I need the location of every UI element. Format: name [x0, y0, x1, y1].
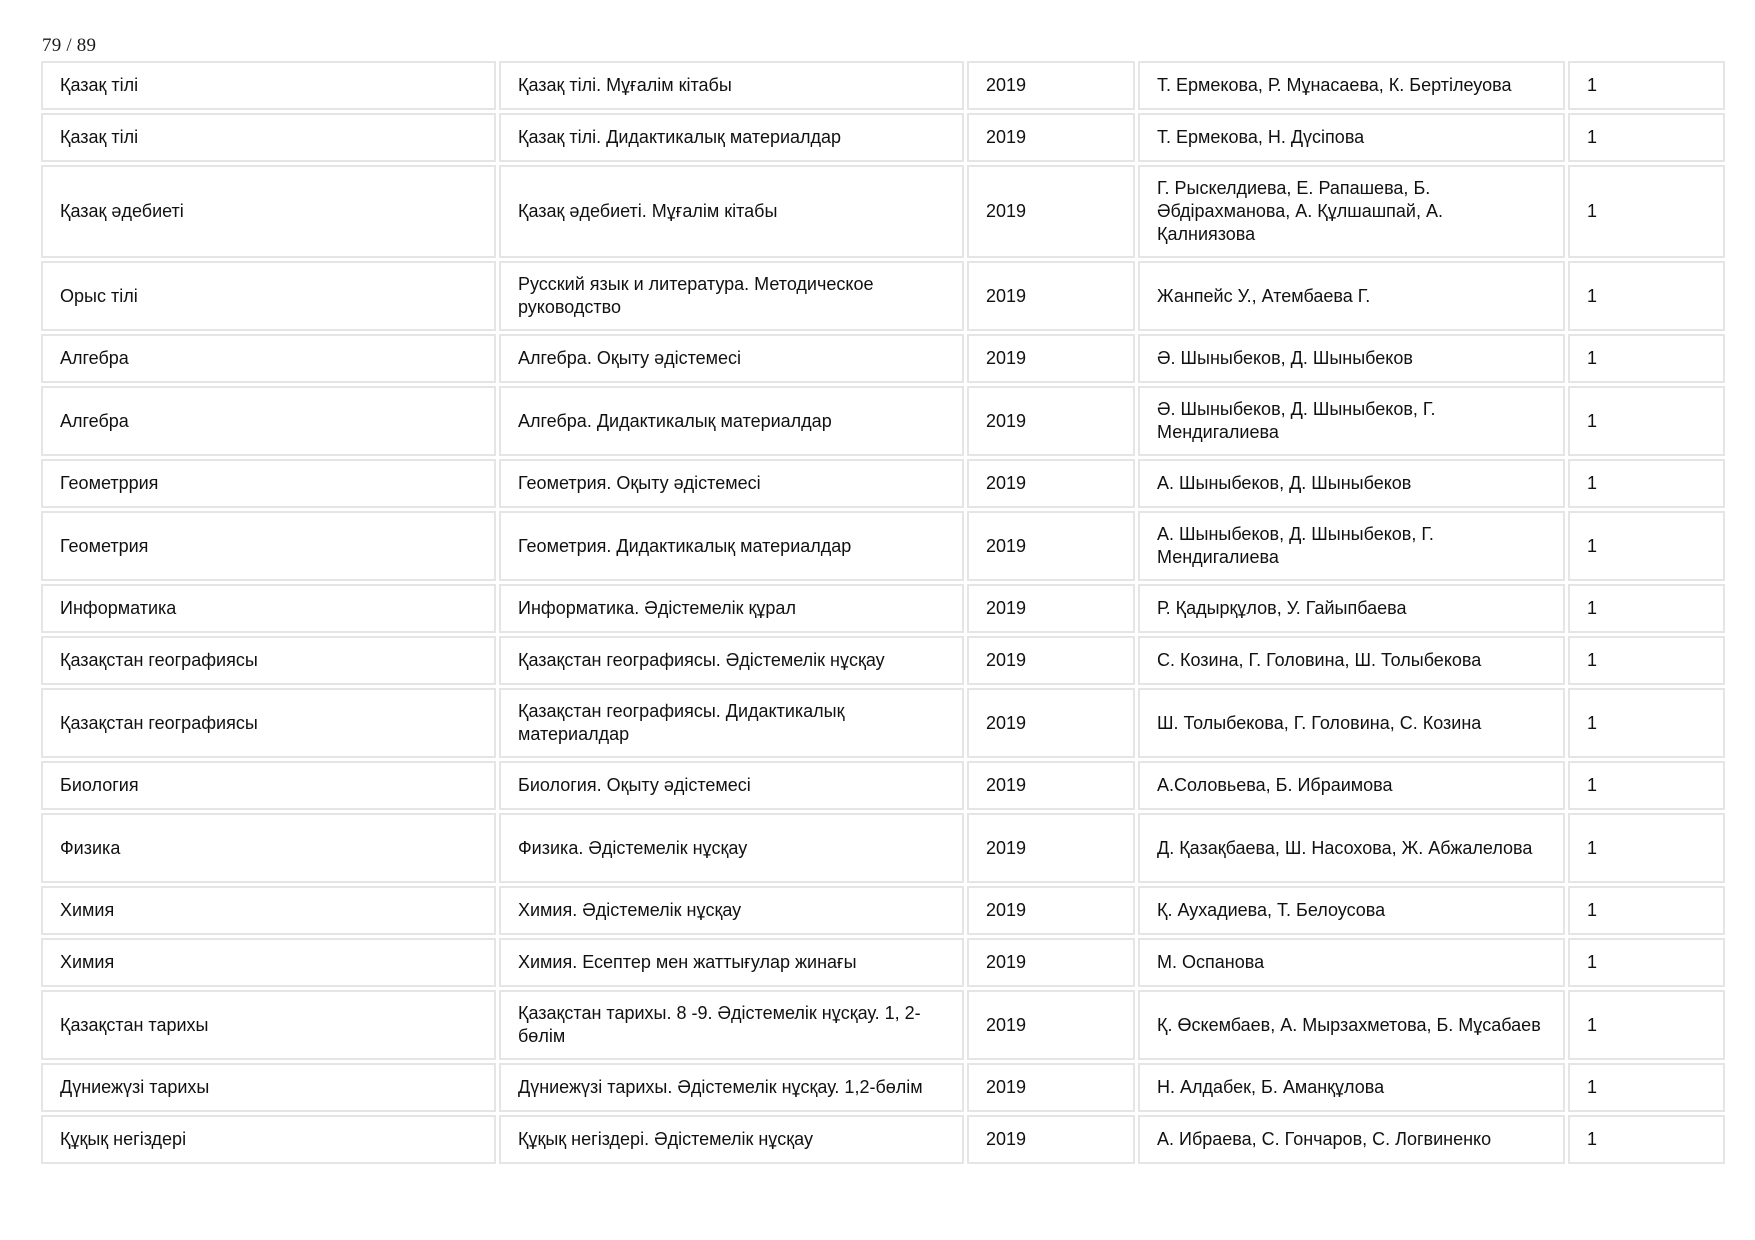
table-row	[41, 511, 1725, 581]
authors-cell: Қ. Аухадиева, Т. Белоусова	[1138, 886, 1565, 935]
title-cell: Геометрия. Оқыту әдістемесі	[499, 459, 964, 508]
year-cell: 2019	[967, 636, 1135, 685]
table-row	[41, 459, 1725, 508]
table-row	[41, 813, 1725, 883]
authors-cell: Г. Рыскелдиева, Е. Рапашева, Б. Әбдірахманова, А. Құлшашпай, А. Қалниязова	[1138, 165, 1565, 258]
year-cell: 2019	[967, 334, 1135, 383]
table-body	[41, 61, 1725, 1164]
subject-cell: Химия	[41, 938, 496, 987]
quantity-cell: 1	[1568, 990, 1725, 1060]
authors-cell: Т. Ермекова, Н. Дүсіпова	[1138, 113, 1565, 162]
year-cell: 2019	[967, 386, 1135, 456]
title-cell: Физика. Әдістемелік нұсқау	[499, 813, 964, 883]
year-cell: 2019	[967, 813, 1135, 883]
year-cell: 2019	[967, 688, 1135, 758]
authors-cell: С. Козина, Г. Головина, Ш. Толыбекова	[1138, 636, 1565, 685]
subject-cell: Дүниежүзі тарихы	[41, 1063, 496, 1112]
title-cell: Қазақстан географиясы. Әдістемелік нұсқау	[499, 636, 964, 685]
year-cell: 2019	[967, 61, 1135, 110]
title-cell: Алгебра. Оқыту әдістемесі	[499, 334, 964, 383]
subject-cell: Қазақ тілі	[41, 61, 496, 110]
authors-cell: А. Ибраева, С. Гончаров, С. Логвиненко	[1138, 1115, 1565, 1164]
table-row	[41, 261, 1725, 331]
title-cell: Биология. Оқыту әдістемесі	[499, 761, 964, 810]
year-cell: 2019	[967, 459, 1135, 508]
quantity-cell: 1	[1568, 886, 1725, 935]
quantity-cell: 1	[1568, 1063, 1725, 1112]
table-row	[41, 688, 1725, 758]
quantity-cell: 1	[1568, 636, 1725, 685]
year-cell: 2019	[967, 261, 1135, 331]
subject-cell: Информатика	[41, 584, 496, 633]
textbook-table	[38, 58, 1728, 1167]
subject-cell: Құқық негіздері	[41, 1115, 496, 1164]
authors-cell: Қ. Өскембаев, А. Мырзахметова, Б. Мұсабаев	[1138, 990, 1565, 1060]
title-cell: Алгебра. Дидактикалық материалдар	[499, 386, 964, 456]
title-cell: Химия. Есептер мен жаттығулар жинағы	[499, 938, 964, 987]
year-cell: 2019	[967, 511, 1135, 581]
subject-cell: Қазақстан тарихы	[41, 990, 496, 1060]
title-cell: Русский язык и литература. Методическое руководство	[499, 261, 964, 331]
subject-cell: Қазақ әдебиеті	[41, 165, 496, 258]
table-row	[41, 165, 1725, 258]
table-row	[41, 886, 1725, 935]
page-number: 79 / 89	[42, 35, 97, 56]
table-row	[41, 938, 1725, 987]
year-cell: 2019	[967, 165, 1135, 258]
subject-cell: Қазақстан географиясы	[41, 688, 496, 758]
title-cell: Информатика. Әдістемелік құрал	[499, 584, 964, 633]
table-row	[41, 761, 1725, 810]
quantity-cell: 1	[1568, 334, 1725, 383]
authors-cell: А.Соловьева, Б. Ибраимова	[1138, 761, 1565, 810]
quantity-cell: 1	[1568, 511, 1725, 581]
year-cell: 2019	[967, 761, 1135, 810]
title-cell: Химия. Әдістемелік нұсқау	[499, 886, 964, 935]
title-cell: Дүниежүзі тарихы. Әдістемелік нұсқау. 1,2-бөлім	[499, 1063, 964, 1112]
authors-cell: Д. Қазақбаева, Ш. Насохова, Ж. Абжалелова	[1138, 813, 1565, 883]
authors-cell: Ш. Толыбекова, Г. Головина, С. Козина	[1138, 688, 1565, 758]
quantity-cell: 1	[1568, 459, 1725, 508]
table-row	[41, 113, 1725, 162]
quantity-cell: 1	[1568, 761, 1725, 810]
table-row	[41, 334, 1725, 383]
table-row	[41, 61, 1725, 110]
authors-cell: Т. Ермекова, Р. Мұнасаева, К. Бертілеуова	[1138, 61, 1565, 110]
year-cell: 2019	[967, 113, 1135, 162]
table-row	[41, 636, 1725, 685]
authors-cell: Р. Қадырқұлов, У. Гайыпбаева	[1138, 584, 1565, 633]
title-cell: Геометрия. Дидактикалық материалдар	[499, 511, 964, 581]
authors-cell: Ә. Шыныбеков, Д. Шыныбеков, Г. Мендигалиева	[1138, 386, 1565, 456]
table-row	[41, 990, 1725, 1060]
title-cell: Қазақ тілі. Дидактикалық материалдар	[499, 113, 964, 162]
year-cell: 2019	[967, 886, 1135, 935]
authors-cell: Жанпейс У., Атембаева Г.	[1138, 261, 1565, 331]
quantity-cell: 1	[1568, 165, 1725, 258]
subject-cell: Орыс тілі	[41, 261, 496, 331]
quantity-cell: 1	[1568, 938, 1725, 987]
quantity-cell: 1	[1568, 813, 1725, 883]
year-cell: 2019	[967, 584, 1135, 633]
subject-cell: Қазақстан географиясы	[41, 636, 496, 685]
authors-cell: А. Шыныбеков, Д. Шыныбеков	[1138, 459, 1565, 508]
subject-cell: Биология	[41, 761, 496, 810]
year-cell: 2019	[967, 990, 1135, 1060]
quantity-cell: 1	[1568, 386, 1725, 456]
subject-cell: Алгебра	[41, 386, 496, 456]
authors-cell: Ә. Шыныбеков, Д. Шыныбеков	[1138, 334, 1565, 383]
authors-cell: Н. Алдабек, Б. Аманқұлова	[1138, 1063, 1565, 1112]
table-row	[41, 1115, 1725, 1164]
subject-cell: Геометрия	[41, 511, 496, 581]
table-row	[41, 1063, 1725, 1112]
title-cell: Қазақ әдебиеті. Мұғалім кітабы	[499, 165, 964, 258]
subject-cell: Алгебра	[41, 334, 496, 383]
year-cell: 2019	[967, 938, 1135, 987]
quantity-cell: 1	[1568, 1115, 1725, 1164]
year-cell: 2019	[967, 1063, 1135, 1112]
quantity-cell: 1	[1568, 113, 1725, 162]
table-row	[41, 386, 1725, 456]
quantity-cell: 1	[1568, 584, 1725, 633]
authors-cell: М. Оспанова	[1138, 938, 1565, 987]
subject-cell: Қазақ тілі	[41, 113, 496, 162]
table-row	[41, 584, 1725, 633]
subject-cell: Геометррия	[41, 459, 496, 508]
title-cell: Қазақ тілі. Мұғалім кітабы	[499, 61, 964, 110]
title-cell: Құқық негіздері. Әдістемелік нұсқау	[499, 1115, 964, 1164]
subject-cell: Химия	[41, 886, 496, 935]
quantity-cell: 1	[1568, 688, 1725, 758]
authors-cell: А. Шыныбеков, Д. Шыныбеков, Г. Мендигалиева	[1138, 511, 1565, 581]
quantity-cell: 1	[1568, 261, 1725, 331]
subject-cell: Физика	[41, 813, 496, 883]
year-cell: 2019	[967, 1115, 1135, 1164]
title-cell: Қазақстан тарихы. 8 -9. Әдістемелік нұсқау. 1, 2-бөлім	[499, 990, 964, 1060]
title-cell: Қазақстан географиясы. Дидактикалық материалдар	[499, 688, 964, 758]
quantity-cell: 1	[1568, 61, 1725, 110]
